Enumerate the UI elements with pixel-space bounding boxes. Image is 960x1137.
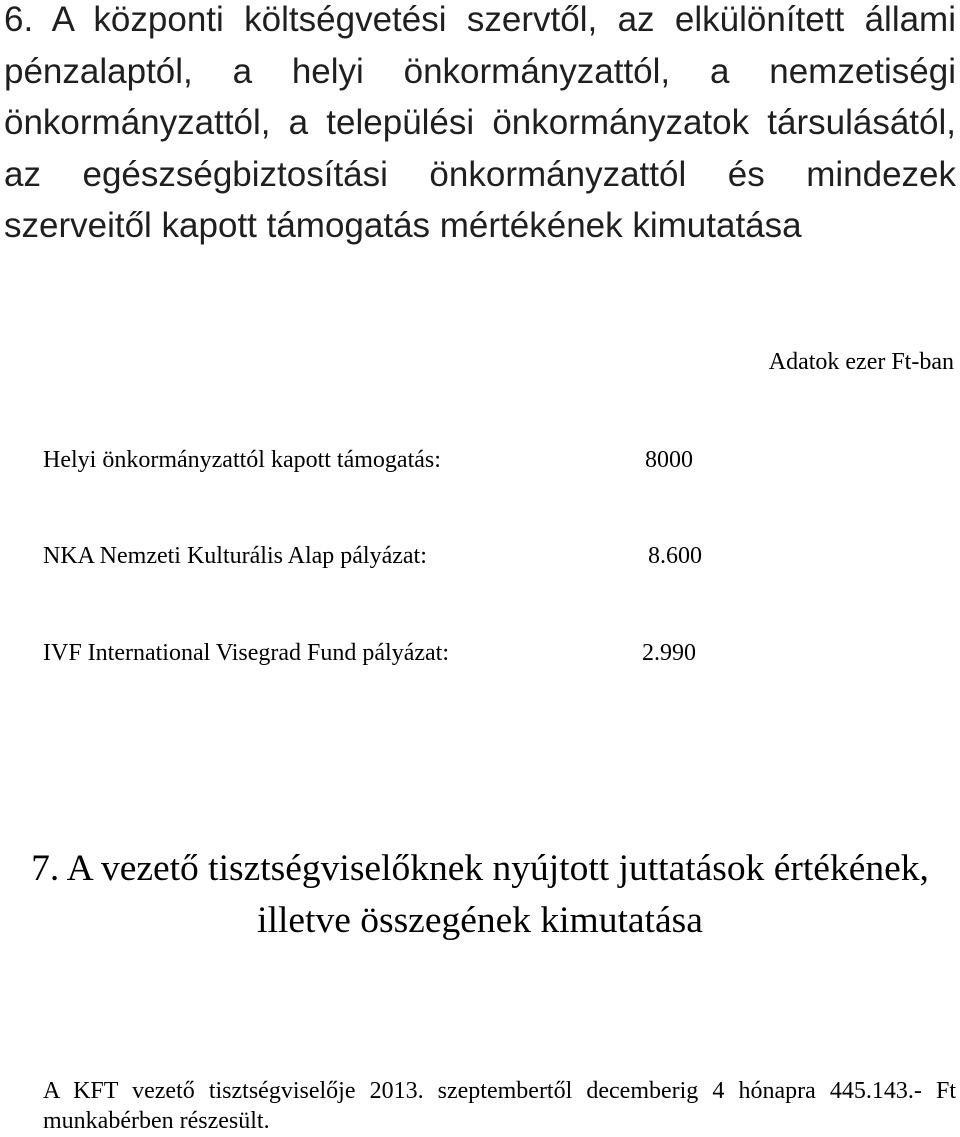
unit-note: Adatok ezer Ft-ban [768, 349, 954, 375]
support-row-ivf [43, 636, 696, 670]
support-label: Helyi önkormányzattól kapott támogatás: [43, 447, 441, 473]
section-6-heading: 6. A központi költségvetési szervtől, az elkülönített állami pénzalaptól, a helyi önkormányzattól, a nemzetiségi önkormányzattól, a települési önkormányzatok társulásától, az egészségbiztosítási önkormányzattól és mindezek szerveitől kapott támogatás mértékének kimutatása [4, 0, 956, 245]
support-label: IVF International Visegrad Fund pályázat: [43, 640, 450, 666]
section-7-heading: 7. A vezető tisztségviselőknek nyújtott juttatások értékének, illetve összegének kimutatása [31, 848, 929, 941]
executive-benefit-text: A KFT vezető tisztségviselője 2013. szeptembertől decemberig 4 hónapra 445.143.- Ft munkabérben részesült. [43, 1078, 956, 1134]
support-amount: 8000 [645, 447, 693, 473]
support-row-local-government [43, 443, 693, 477]
support-amount: 2.990 [642, 640, 696, 666]
support-label: NKA Nemzeti Kulturális Alap pályázat: [43, 543, 427, 569]
support-amount: 8.600 [648, 543, 702, 569]
support-row-nka [43, 539, 702, 573]
